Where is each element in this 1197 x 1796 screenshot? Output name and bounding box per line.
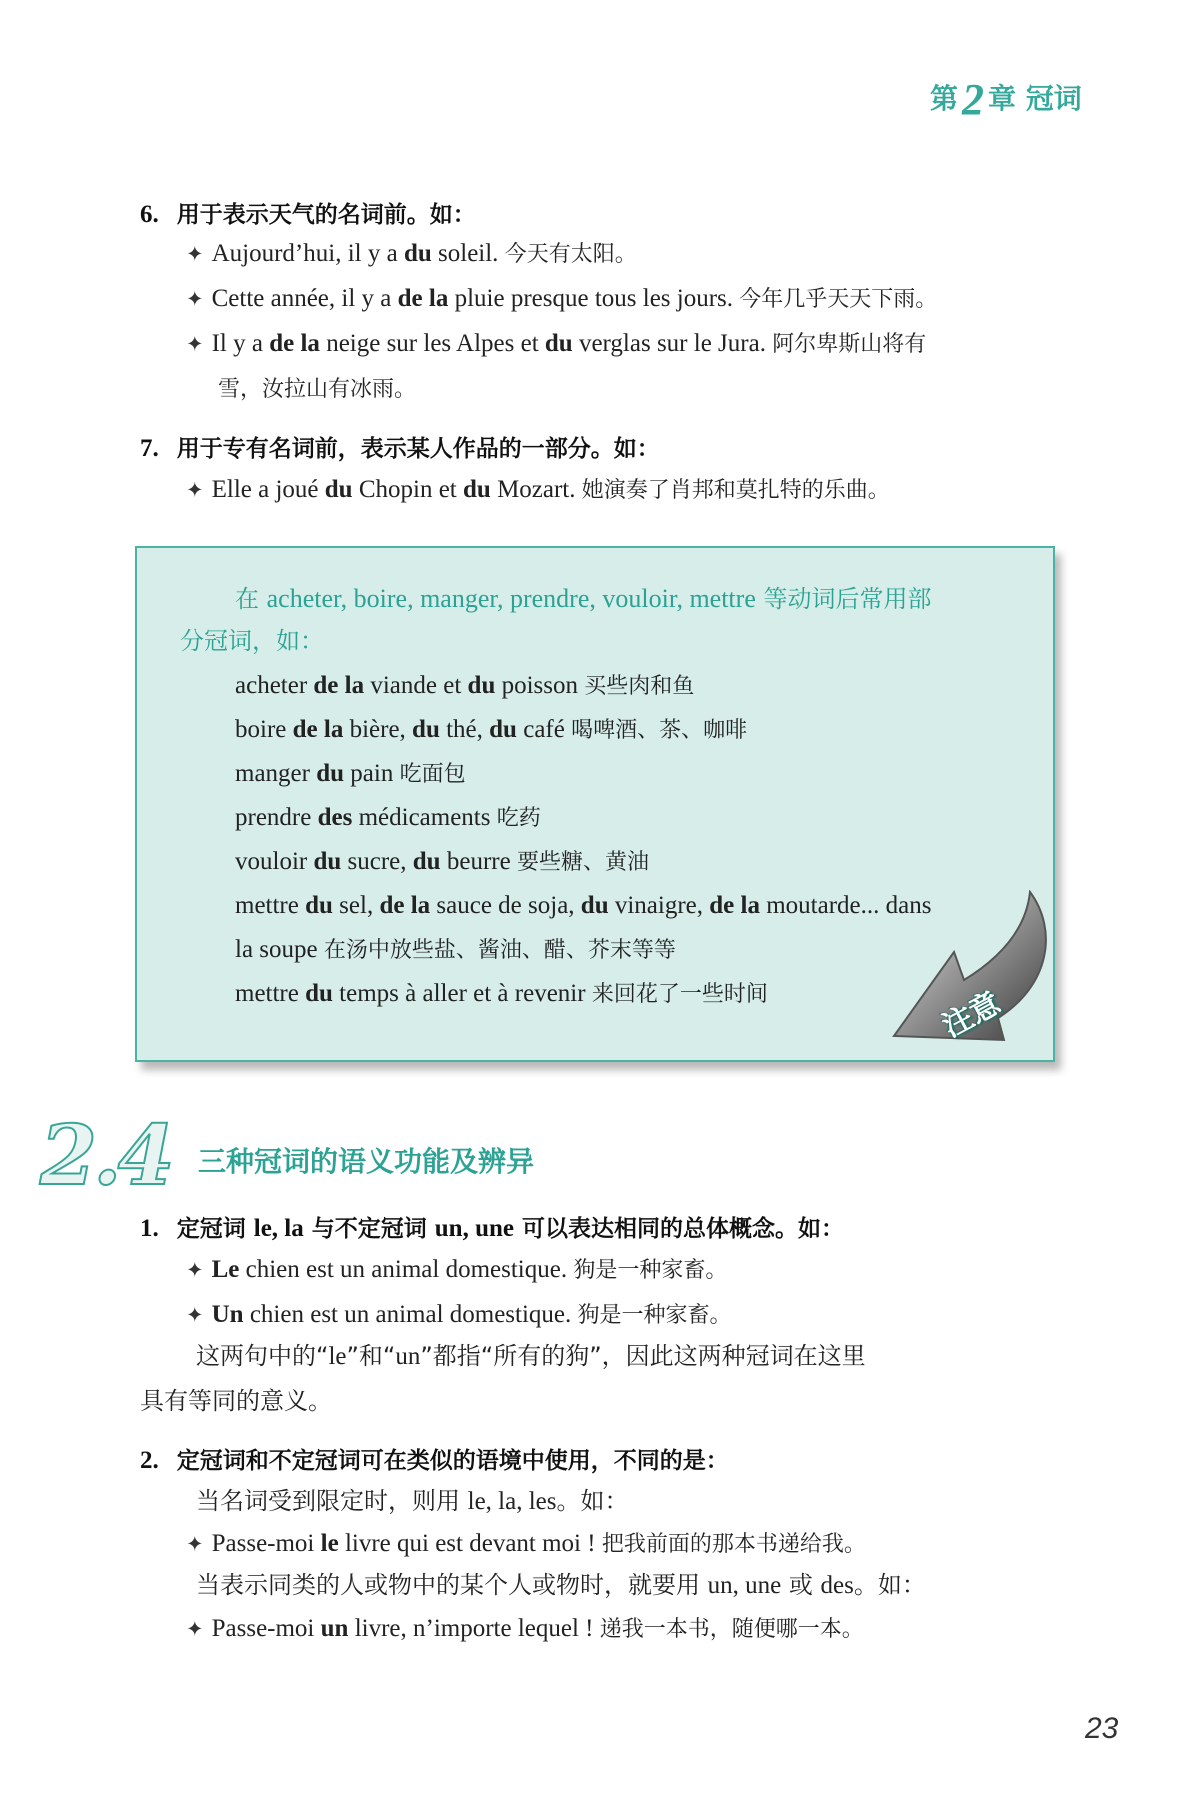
note-line: prendre des médicaments 吃药 <box>235 804 541 831</box>
example-line: ✦ Aujourd’hui, il y a du soleil. 今天有太阳。 <box>186 240 637 267</box>
star-bullet-icon: ✦ <box>186 332 204 356</box>
note-line: mettre du temps à aller et à revenir 来回花了一些时间 <box>235 980 768 1007</box>
star-bullet-icon: ✦ <box>186 1258 204 1282</box>
chapter-prefix: 第 <box>930 82 959 115</box>
chapter-number: 2 <box>962 75 985 124</box>
page-number: 23 <box>1085 1712 1119 1745</box>
star-bullet-icon: ✦ <box>186 478 204 502</box>
example-line: ✦ Elle a joué du Chopin et du Mozart. 她演奏了肖邦和莫扎特的乐曲。 <box>186 476 890 503</box>
note-arrow-icon <box>880 890 1070 1060</box>
rule-title: 用于表示天气的名词前。如： <box>176 202 476 228</box>
chapter-suffix: 章 <box>988 82 1017 115</box>
note-intro: 在 acheter, boire, manger, prendre, vouloir, mettre 等动词后常用部 <box>235 584 932 613</box>
example-line: ✦ Cette année, il y a de la pluie presque tous les jours. 今年几乎天天下雨。 <box>186 285 938 312</box>
example-line: ✦ Passe-moi un livre, n’importe lequel ! 递我一本书，随便哪一本。 <box>186 1615 864 1642</box>
example-continuation: 雪，汝拉山有冰雨。 <box>218 377 417 402</box>
note-intro-continuation: 分冠词，如： <box>180 627 324 655</box>
point-2-heading: 2. 定冠词和不定冠词可在类似的语境中使用，不同的是： <box>140 1447 729 1474</box>
note-line: la soupe 在汤中放些盐、酱油、醋、芥末等等 <box>235 936 676 963</box>
explanation-line: 当名词受到限定时，则用 le, la, les。如： <box>196 1487 629 1515</box>
section-title: 三种冠词的语义功能及辨异 <box>198 1145 535 1178</box>
rule-6-heading <box>140 196 476 229</box>
star-bullet-icon: ✦ <box>186 1532 204 1556</box>
note-line: acheter de la viande et du poisson 买些肉和鱼 <box>235 672 695 699</box>
explanation-line: 具有等同的意义。 <box>140 1387 332 1415</box>
example-line: ✦ Il y a de la neige sur les Alpes et du verglas sur le Jura. 阿尔卑斯山将有 <box>186 330 927 357</box>
example-line: ✦ Passe-moi le livre qui est devant moi ! 把我前面的那本书递给我。 <box>186 1530 866 1557</box>
point-1-heading: 1. 定冠词 le, la 与不定冠词 un, une 可以表达相同的总体概念。如： <box>140 1215 845 1242</box>
star-bullet-icon: ✦ <box>186 1303 204 1327</box>
note-line: boire de la bière, du thé, du café 喝啤酒、茶、咖啡 <box>235 716 748 743</box>
point-number: 2. <box>140 1447 159 1474</box>
example-line: ✦ Le chien est un animal domestique. 狗是一种家畜。 <box>186 1256 728 1283</box>
explanation-line: 当表示同类的人或物中的某个人或物时，就要用 un, une 或 des。如： <box>196 1571 926 1599</box>
star-bullet-icon: ✦ <box>186 287 204 311</box>
rule-number: 6. <box>140 201 159 228</box>
section-number: 2.4 <box>40 1108 171 1204</box>
explanation-line: 这两句中的“le”和“un”都指“所有的狗”，因此这两种冠词在这里 <box>196 1342 866 1370</box>
note-badge: 注意 <box>936 985 1007 1045</box>
rule-title: 用于专有名词前，表示某人作品的一部分。如： <box>176 436 660 462</box>
point-number: 1. <box>140 1215 159 1242</box>
star-bullet-icon: ✦ <box>186 242 204 266</box>
note-line: mettre du sel, de la sauce de soja, du vinaigre, de la moutarde... dans <box>235 892 932 919</box>
chapter-header <box>930 74 1082 125</box>
star-bullet-icon: ✦ <box>186 1617 204 1641</box>
rule-number: 7. <box>140 435 159 462</box>
rule-7-heading <box>140 430 660 463</box>
note-line: vouloir du sucre, du beurre 要些糖、黄油 <box>235 848 649 875</box>
example-line: ✦ Un chien est un animal domestique. 狗是一种家畜。 <box>186 1301 732 1328</box>
note-line: manger du pain 吃面包 <box>235 760 466 787</box>
chapter-title: 冠词 <box>1025 82 1082 115</box>
